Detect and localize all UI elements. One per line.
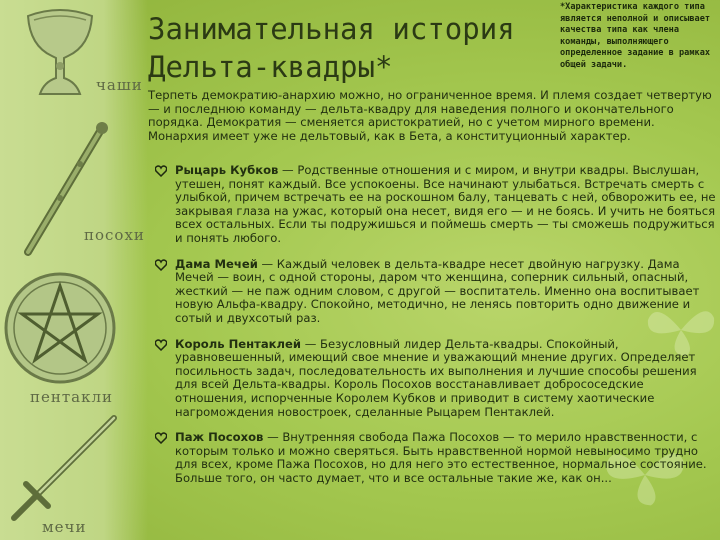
intro-paragraph: Терпеть демократию-анархию можно, но ограниченное время. И племя создает четвертую — и последнюю команду — дельта-квадру для наведения полного и окончательного порядка. Демократия — сменяется аристократией, но с учетом мирного времени. Монархия имеет уже не дельтовый, как в Бета, а конституционный характер. bbox=[148, 88, 712, 143]
item-name: Король Пентаклей bbox=[175, 336, 302, 351]
bullet-icon bbox=[155, 259, 167, 271]
cup-icon bbox=[20, 6, 100, 101]
sword-icon bbox=[4, 412, 124, 522]
title-line-2: Дельта-квадры* bbox=[148, 50, 393, 84]
suit-label-cups: чаши bbox=[96, 76, 143, 94]
item-text: — Родственные отношения и с миром, и внутри квадры. Выслушан, утешен, понят каждый. Все успокоены. Все начинают улыбаться. Встречать смерть с улыбкой, причем встречать ее на роскошном балу, танцевать с ней, обворожить ее, не закрывая глаза на ужас, который она несет, видя его — и не боясь. И учить не бояться всех остальных. Если ты подружишься и поймешь смерть — ты сможешь подружиться и понять любого. bbox=[175, 163, 716, 245]
bullet-icon bbox=[155, 165, 167, 177]
item-text: — Каждый человек в дельта-квадре несет двойную нагрузку. Дама Мечей — воин, с одной стороны, даром что женщина, соперник сильный, опасный, жесткий — не паж одним словом, с другой — воспитатель. Именно она воспитывает новую Альфа-квадру. Спокойно, методично, не ленясь повторить одно движение и сотый и двухсотый раз. bbox=[175, 256, 700, 325]
page-title bbox=[148, 10, 538, 86]
list-item bbox=[155, 338, 717, 420]
item-text: — Безусловный лидер Дельта-квадры. Спокойный, уравновешенный, имеющий свое мнение и уважающий мнение других. Определяет посильность задач, последовательность их выполнения и лучшие способы решения для всей Дельта-квадры. Король Посохов восстанавливает добрососедские отношения, испорченные Королем Кубков и приводит в систему хаотические нагромождения новостроек, сделанные Рыцарем Пентаклей. bbox=[175, 336, 697, 419]
item-text: — Внутренняя свобода Пажа Посохов — то мерило нравственности, с которым только и можно сверяться. Быть нравственной нормой невыносимо трудно для всех, кроме Пажа Посохов, но для него это естественное, нормальное состояние. Больше того, он часто думает, что и все остальные такие же, как он... bbox=[175, 430, 707, 485]
list-item bbox=[155, 258, 717, 326]
suit-pentacles bbox=[0, 262, 140, 412]
suit-label-swords: мечи bbox=[42, 518, 87, 536]
list-item bbox=[155, 431, 717, 485]
title-line-1: Занимательная история bbox=[148, 12, 515, 46]
footnote: *Характеристика каждого типа является неполной и описывает качества типа как члена команды, выполняющего определенное задание в рамках общей задачи. bbox=[560, 2, 711, 70]
suit-label-wands: посохи bbox=[84, 226, 145, 244]
suit-wands bbox=[0, 120, 145, 260]
item-name: Рыцарь Кубков bbox=[175, 163, 279, 177]
item-name: Дама Мечей bbox=[175, 256, 258, 271]
suit-swords bbox=[0, 412, 140, 540]
suit-column bbox=[0, 0, 148, 540]
suit-label-pentacles: пентакли bbox=[30, 388, 114, 406]
bullet-icon bbox=[155, 339, 167, 351]
list-item bbox=[155, 164, 717, 246]
character-list bbox=[155, 164, 717, 485]
bullet-icon bbox=[155, 432, 167, 444]
item-name: Паж Посохов bbox=[175, 430, 264, 445]
suit-cups bbox=[0, 0, 143, 120]
pentacle-icon bbox=[0, 268, 120, 388]
